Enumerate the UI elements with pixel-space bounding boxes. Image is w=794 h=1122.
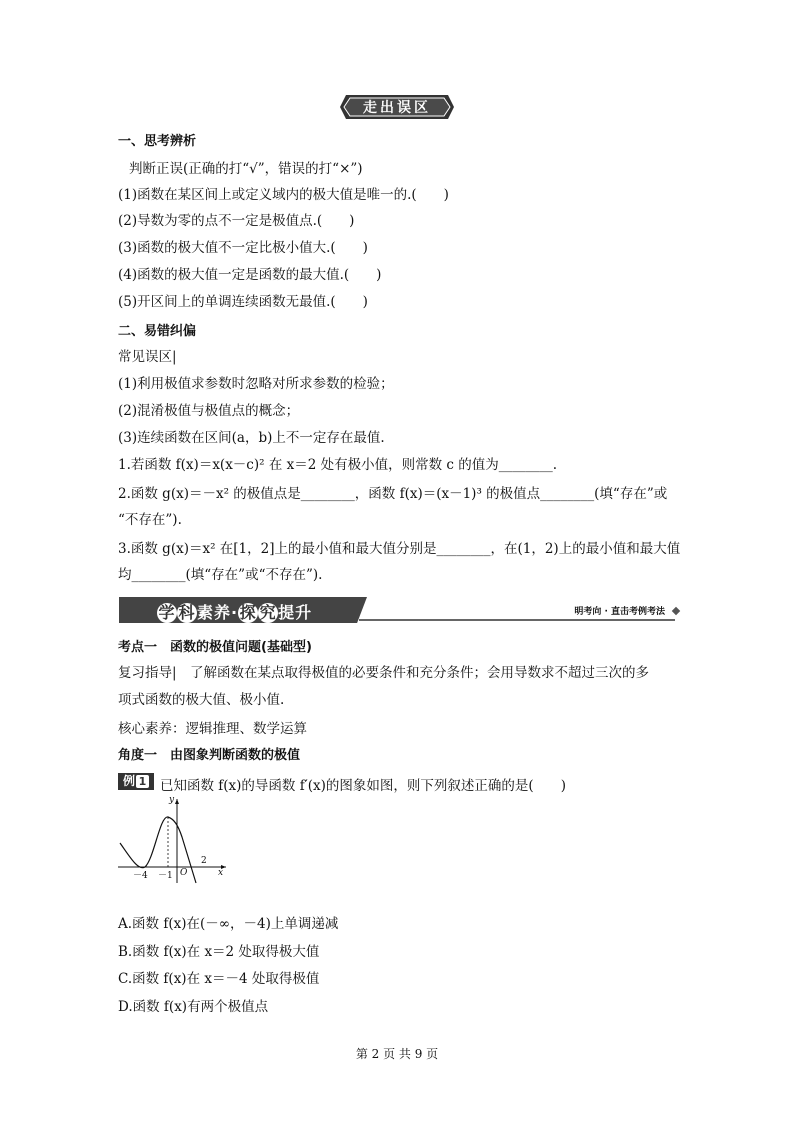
diamond-icon — [672, 607, 680, 615]
question-2-line-2: “不存在”). — [118, 512, 182, 528]
example-question: 已知函数 f(x)的导函数 f′(x)的图象如图，则下列叙述正确的是( ) — [160, 778, 566, 794]
y-axis-arrow — [175, 799, 179, 804]
review-guide-line-2: 项式函数的极大值、极小值. — [118, 692, 285, 708]
question-3-line-2: 均________(填“存在”或“不存在”). — [118, 567, 323, 583]
common-errors-label: 常见误区| — [118, 349, 177, 365]
heading-error-correction: 二、易错纠偏 — [118, 324, 197, 339]
y-label: y — [169, 795, 175, 805]
judge-item-4: (4)函数的极大值一定是函数的最大值.( ) — [118, 267, 382, 283]
x-label: x — [218, 868, 224, 878]
example-badge-label: 例 — [122, 774, 135, 788]
error-item-1: (1)利用极值求参数时忽略对所求参数的检验； — [118, 376, 394, 392]
origin-label: O — [180, 868, 188, 878]
example-badge — [118, 773, 154, 790]
banner-char-1: 学 — [158, 603, 176, 622]
question-3-line-1: 3.函数 g(x)＝x² 在[1，2]上的最小值和最大值分别是________，在(1，2)上的最小值和最大值 — [118, 541, 681, 557]
tick-label-2: 2 — [201, 856, 207, 866]
banner-title: 走出误区 — [363, 100, 431, 116]
section-banner-avoid-errors — [340, 95, 454, 119]
banner-char-3: 素养 — [197, 603, 232, 622]
page-footer: 第 2 页 共 9 页 — [355, 1047, 439, 1061]
core-literacy: 核心素养：逻辑推理、数学运算 — [118, 721, 307, 737]
banner-char-2: 科 — [178, 603, 196, 622]
option-c: C.函数 f(x)在 x＝－4 处取得极值 — [118, 971, 320, 987]
judge-item-2: (2)导数为零的点不一定是极值点.( ) — [118, 213, 355, 229]
option-d: D.函数 f(x)有两个极值点 — [118, 999, 269, 1015]
topic-heading: 考点一 函数的极值问题(基础型) — [118, 640, 312, 655]
banner-char-5: 究 — [259, 603, 277, 622]
banner-subtitle: 明考向 · 直击考例考法 — [574, 607, 665, 617]
banner-dot: · — [231, 603, 239, 622]
question-1: 1.若函数 f(x)＝x(x－c)² 在 x＝2 处有极小值，则常数 c 的值为________. — [118, 457, 558, 473]
question-2-line-1: 2.函数 g(x)＝－x² 的极值点是________，函数 f(x)＝(x－1)³ 的极值点________(填“存在”或 — [118, 486, 668, 502]
tick-label-neg4: －4 — [133, 871, 148, 881]
banner-char-6: 提升 — [278, 603, 313, 622]
judge-item-1: (1)函数在某区间上或定义域内的极大值是唯一的.( ) — [118, 187, 449, 203]
instruction-text: 判断正误(正确的打“√”，错误的打“×”) — [129, 161, 363, 177]
derivative-graph — [118, 795, 228, 885]
angle-heading: 角度一 由图象判断函数的极值 — [118, 748, 301, 763]
banner-char-4: 探 — [239, 603, 257, 622]
judge-item-3: (3)函数的极大值不一定比极小值大.( ) — [118, 240, 368, 256]
judge-item-5: (5)开区间上的单调连续函数无最值.( ) — [118, 294, 368, 310]
tick-label-neg1: －1 — [158, 871, 173, 881]
option-b: B.函数 f(x)在 x＝2 处取得极大值 — [118, 944, 320, 960]
banner-title-2 — [157, 600, 312, 623]
review-guide-line-1: 复习指导| 了解函数在某点取得极值的必要条件和充分条件；会用导数求不超过三次的多 — [118, 665, 650, 681]
error-item-3: (3)连续函数在区间(a，b)上不一定存在最值. — [118, 430, 385, 446]
example-badge-number: 1 — [136, 775, 149, 788]
heading-thinking-analysis: 一、思考辨析 — [118, 134, 197, 149]
banner-underline — [359, 619, 675, 621]
section-banner-literacy — [119, 597, 679, 623]
error-item-2: (2)混淆极值与极值点的概念； — [118, 403, 300, 419]
option-a: A.函数 f(x)在(－∞，－4)上单调递减 — [118, 916, 339, 932]
